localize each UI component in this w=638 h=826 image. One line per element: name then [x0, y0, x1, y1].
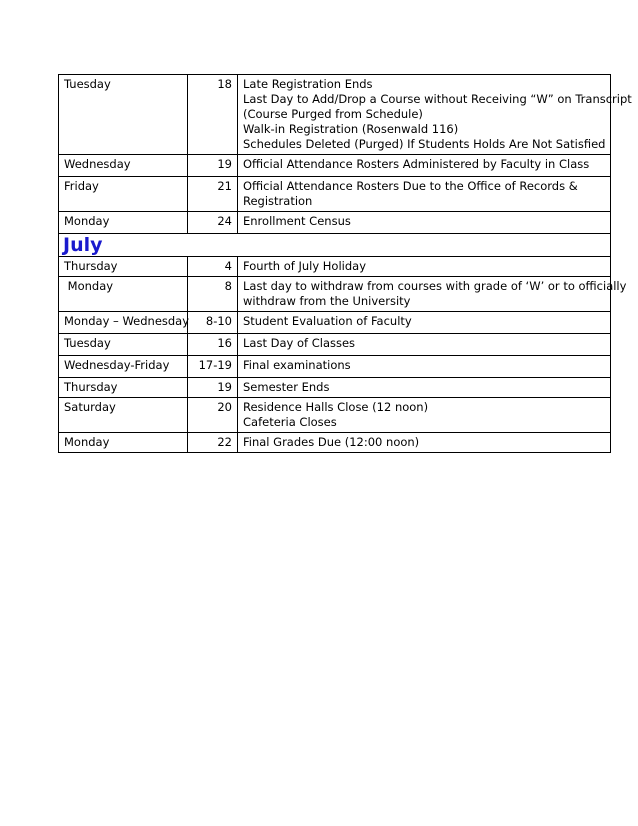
event-line: Official Attendance Rosters Administered by Faculty in Class [243, 157, 590, 171]
date-cell: 17-19 [188, 356, 238, 378]
date-cell: 19 [188, 378, 238, 398]
calendar-row [59, 277, 611, 312]
calendar-row [59, 212, 611, 234]
date-cell: 22 [188, 433, 238, 453]
calendar-table [58, 74, 632, 453]
event-cell [238, 257, 611, 277]
day-cell: Tuesday [59, 75, 188, 155]
event-line: Registration [243, 194, 313, 208]
academic-calendar [58, 74, 632, 453]
calendar-row [59, 378, 611, 398]
day-cell: Thursday [59, 257, 188, 277]
event-cell [238, 312, 611, 334]
event-cell [238, 334, 611, 356]
event-line: Final Grades Due (12:00 noon) [243, 435, 420, 449]
month-heading-cell [59, 234, 611, 257]
date-cell: 8 [188, 277, 238, 312]
event-line: Last day to withdraw from courses with grade of ‘W’ or to officially [243, 279, 627, 293]
event-line: Late Registration Ends [243, 77, 373, 91]
event-line: Fourth of July Holiday [243, 259, 367, 273]
date-cell: 21 [188, 177, 238, 212]
event-line: Schedules Deleted (Purged) If Students Holds Are Not Satisfied [243, 137, 606, 151]
day-cell: Thursday [59, 378, 188, 398]
date-cell: 4 [188, 257, 238, 277]
event-line: withdraw from the University [243, 294, 411, 308]
june-section [59, 75, 632, 234]
event-line: Student Evaluation of Faculty [243, 314, 412, 328]
event-line: Cafeteria Closes [243, 415, 337, 429]
event-cell [238, 378, 611, 398]
calendar-row [59, 312, 611, 334]
event-line: Semester Ends [243, 380, 330, 394]
day-cell: Monday [59, 433, 188, 453]
day-cell: Wednesday [59, 155, 188, 177]
event-cell [238, 398, 611, 433]
july-section [59, 257, 627, 453]
event-cell [238, 75, 632, 155]
calendar-row [59, 398, 611, 433]
date-cell: 19 [188, 155, 238, 177]
month-heading: July [63, 234, 103, 256]
day-cell: Friday [59, 177, 188, 212]
calendar-row [59, 356, 611, 378]
event-line: Residence Halls Close (12 noon) [243, 400, 429, 414]
calendar-row [59, 257, 611, 277]
day-cell: Wednesday-Friday [59, 356, 188, 378]
calendar-row [59, 155, 611, 177]
event-cell [238, 277, 627, 312]
calendar-row [59, 177, 611, 212]
date-cell: 18 [188, 75, 238, 155]
date-cell: 20 [188, 398, 238, 433]
event-cell [238, 177, 611, 212]
event-cell [238, 433, 611, 453]
event-line: Walk-in Registration (Rosenwald 116) [243, 122, 459, 136]
date-cell: 8-10 [188, 312, 238, 334]
calendar-row [59, 75, 611, 155]
day-cell: Monday – Wednesday [59, 312, 188, 334]
event-line: Enrollment Census [243, 214, 351, 228]
calendar-row [59, 433, 611, 453]
calendar-row [59, 334, 611, 356]
month-heading-row [59, 234, 611, 257]
day-cell: Monday [59, 212, 188, 234]
event-cell [238, 356, 611, 378]
day-cell: Tuesday [59, 334, 188, 356]
event-line: Last Day of Classes [243, 336, 356, 350]
july-heading-section [59, 234, 611, 257]
event-cell [238, 155, 611, 177]
day-cell: Monday [59, 277, 188, 312]
date-cell: 24 [188, 212, 238, 234]
event-line: Final examinations [243, 358, 351, 372]
event-line: (Course Purged from Schedule) [243, 107, 423, 121]
event-line: Official Attendance Rosters Due to the Office of Records & [243, 179, 578, 193]
date-cell: 16 [188, 334, 238, 356]
event-cell [238, 212, 611, 234]
day-cell: Saturday [59, 398, 188, 433]
event-line: Last Day to Add/Drop a Course without Receiving “W” on Transcript [243, 92, 632, 106]
